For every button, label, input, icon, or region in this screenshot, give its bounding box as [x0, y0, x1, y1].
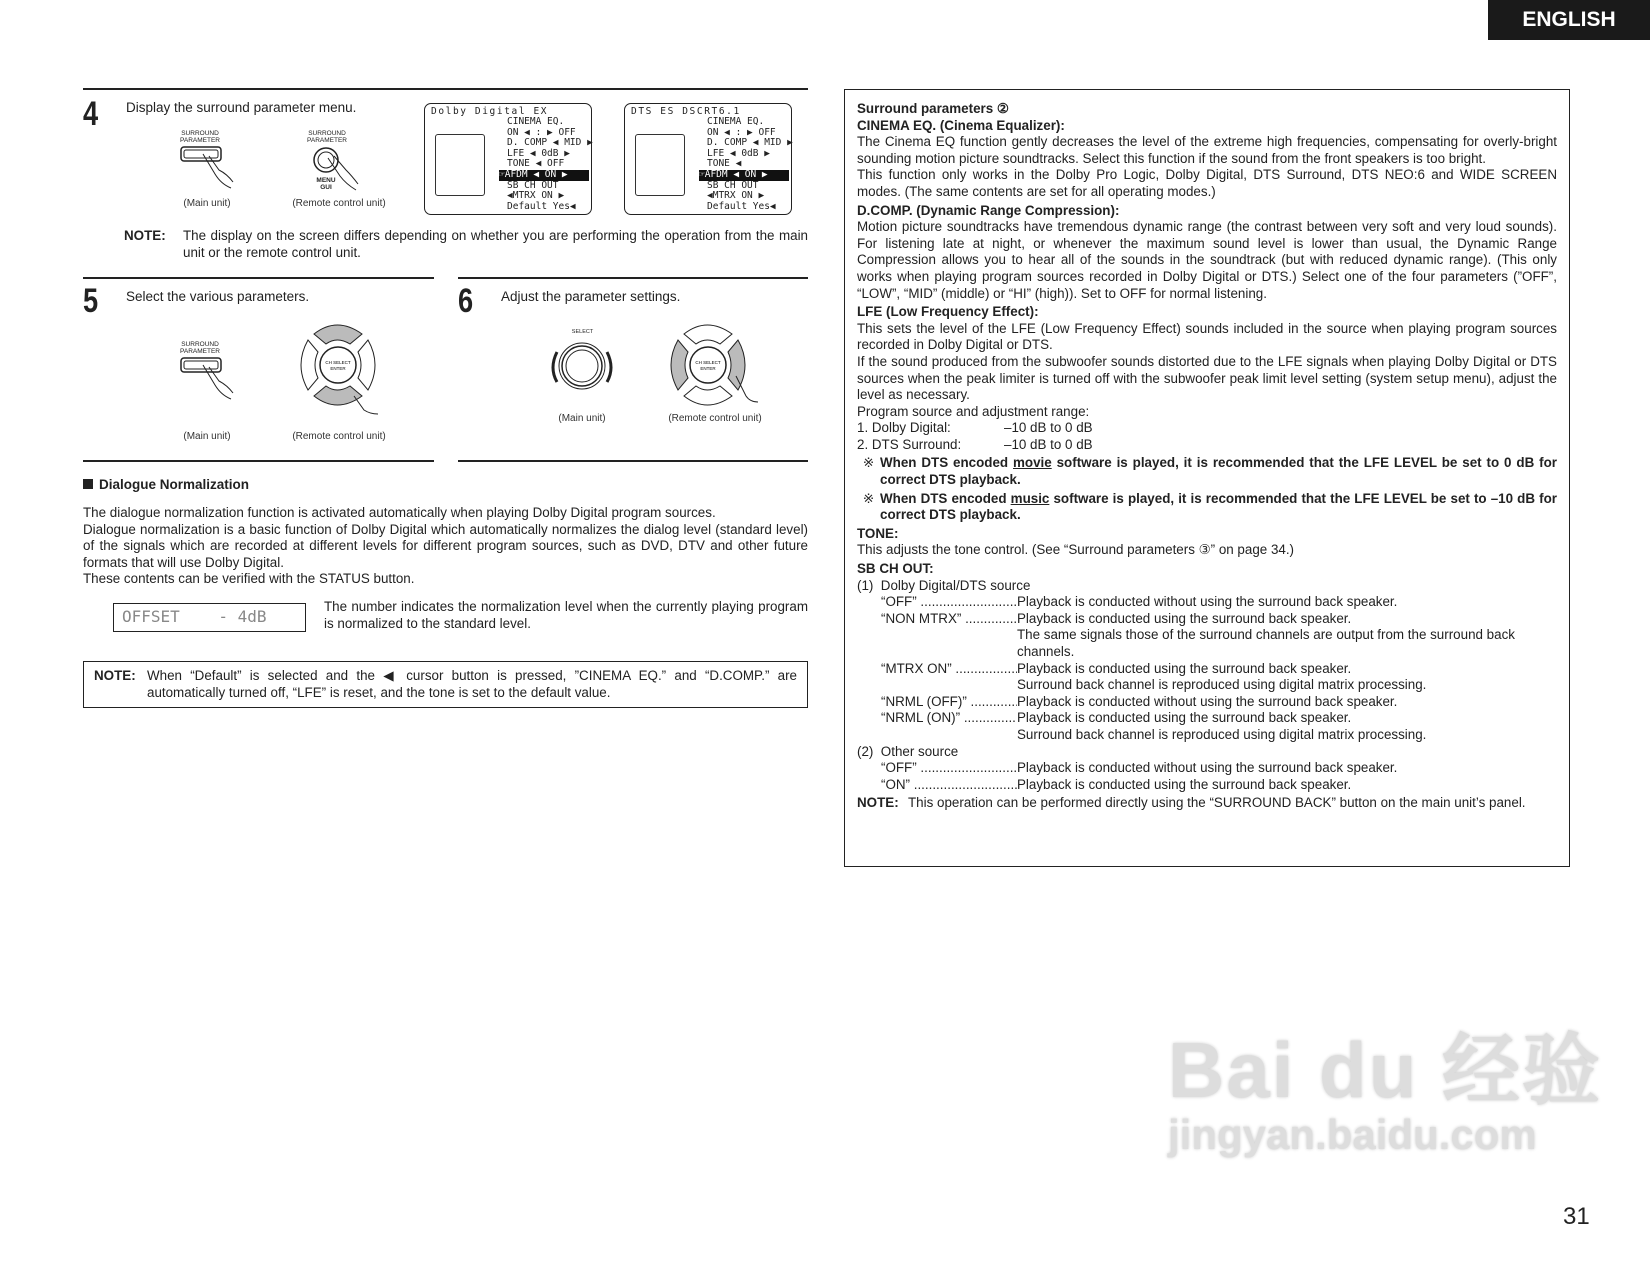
paragraph: This sets the level of the LFE (Low Frequency Effect) sounds included in the source when playing program sources recorded in Dolby Digital or DTS.: [857, 320, 1557, 353]
button-label: SURROUND PARAMETER: [180, 341, 220, 355]
baidu-watermark-logo: [1168, 1026, 1603, 1160]
onscreen-display-dolby: [424, 103, 592, 215]
offset-display: OFFSET - 4dB: [113, 603, 306, 632]
dialogue-body: [83, 505, 808, 588]
warning-underlined: movie: [1013, 455, 1052, 471]
caption: (Main unit): [183, 198, 231, 209]
default-note-box: [83, 661, 808, 708]
menu-row: CINEMA EQ.: [707, 116, 765, 127]
option-value: “NRML (ON)” .....: [881, 710, 1017, 727]
display-title: Dolby Digital EX: [431, 106, 549, 117]
sb-option-row: [857, 594, 1557, 611]
sb-option-row: [857, 611, 1557, 628]
page-number: 31: [1563, 1203, 1590, 1230]
paragraph: This function only works in the Dolby Pro Logic, Dolby Digital, DTS Surround, DTS NEO:6 and WIDE SCREEN modes. (The same contents are set for all operating modes.): [857, 167, 1557, 199]
section-heading: [83, 477, 249, 492]
paragraph: Dialogue normalization is a basic function of Dolby Digital which automatically normalizes the dialog level (standard level) of the signals which are recorded at different levels for different program sources, such as DVD, DTV and other future formats that will use Dolby Digital.: [83, 521, 808, 570]
knob-label: SELECT: [571, 329, 594, 335]
warning: [857, 455, 1557, 488]
svg-text:ENTER: ENTER: [330, 366, 346, 371]
range-label: 2. DTS Surround:: [857, 436, 962, 452]
hand-press-icon: [175, 144, 245, 194]
option-description: Playback is conducted using the surround back speaker.: [1017, 710, 1352, 726]
option-description: The same signals those of the surround channels are output from the surround back channels.: [1017, 627, 1515, 659]
warning-text: software is played, it is recommended that the LFE LEVEL be set to –10 dB for correct DTS playback.: [880, 490, 1558, 523]
main-unit-button-illustration: [175, 130, 245, 199]
menu-row: Default Yes◀: [707, 200, 776, 212]
menu-row: Default Yes◀: [507, 200, 576, 212]
paragraph: The Cinema EQ function gently decreases the level of the extreme high frequencies, compensating for overly-bright sounding motion picture soundtracks. Select this function if the sound from the front speakers is too bright.: [857, 134, 1557, 166]
option-description: Playback is conducted using the surround back speaker.: [1017, 610, 1352, 626]
menu-row: ◀MTRX ON ▶: [507, 190, 565, 202]
display-menu: [499, 116, 593, 212]
step-number: 4: [83, 95, 99, 133]
menu-row: SB CH OUT: [707, 179, 759, 191]
select-knob-rotate-icon: [545, 338, 620, 398]
step-instruction: Select the various parameters.: [126, 289, 310, 304]
menu-row-selected: ☞AFDM ◀ ON ▶: [699, 170, 789, 181]
divider: [83, 88, 808, 90]
option-value: “ON” .....: [881, 777, 1017, 794]
main-unit-button-illustration: [175, 341, 245, 410]
subheading: D.COMP. (Dynamic Range Compression):: [857, 202, 1120, 218]
hand-press-icon: [175, 355, 245, 405]
option-description: Playback is conducted without using the surround back speaker.: [1017, 693, 1398, 709]
warning-underlined: music: [1010, 490, 1050, 506]
speaker-layout-icon: [435, 134, 485, 196]
sb-option-row: [857, 694, 1557, 711]
speaker-layout-icon: [635, 134, 685, 196]
caption: (Main unit): [183, 431, 231, 442]
option-description: Surround back channel is reproduced using digital matrix processing.: [1017, 677, 1427, 693]
sb-option-row: [857, 677, 1557, 694]
subheading: TONE:: [857, 525, 899, 541]
menu-row: ◀MTRX ON ▶: [707, 190, 765, 202]
display-title: DTS ES DSCRT6.1: [631, 106, 741, 117]
sb-option-row: [857, 760, 1557, 777]
subheading: CINEMA EQ. (Cinema Equalizer):: [857, 117, 1065, 133]
menu-row: ON ◀ : ▶ OFF: [707, 126, 776, 138]
option-description: Surround back channel is reproduced using digital matrix processing.: [1017, 726, 1427, 742]
menu-row: SB CH OUT: [507, 179, 559, 191]
caption: (Remote control unit): [668, 413, 762, 424]
option-value: “OFF” .....: [881, 594, 1017, 611]
sb-option-row: [857, 727, 1557, 744]
range-value: –10 dB to 0 dB: [1004, 420, 1093, 436]
paragraph: The dialogue normalization function is activated automatically when playing Dolby Digital program sources.: [83, 505, 716, 520]
menu-row: CINEMA EQ.: [507, 116, 565, 127]
option-description: Playback is conducted without using the surround back speaker.: [1017, 594, 1398, 610]
button-label: SURROUND PARAMETER: [180, 130, 220, 144]
onscreen-display-dts: [624, 103, 792, 215]
option-value: “NON MTRX” .....: [881, 611, 1017, 628]
divider: [458, 460, 808, 462]
range-row: [857, 420, 1557, 437]
center-button-label: CH SELECT: [325, 360, 351, 365]
option-value: [881, 627, 1017, 660]
heading-text: Dialogue Normalization: [99, 477, 250, 492]
step-number: 6: [458, 282, 474, 320]
caption: (Remote control unit): [292, 431, 386, 442]
warning-text: software is played, it is recommended that the LFE LEVEL be set to 0 dB for correct DTS playback.: [880, 455, 1557, 488]
menu-gui-label: MENU GUI: [316, 177, 336, 191]
note-label: NOTE:: [94, 668, 136, 683]
reference-mark-icon: ※: [862, 455, 875, 471]
paragraph: If the sound produced from the subwoofer sounds distorted due to the LFE signals when playing Dolby Digital or DTS sources when the peak limiter is turned off with the subwoofer peak limit level setting (system setup menu), adjust the level as necessary.: [857, 353, 1557, 403]
note-text: The display on the screen differs depending on whether you are performing the operation from the main unit or the remote control unit.: [183, 228, 808, 260]
language-tab: ENGLISH: [1488, 0, 1650, 40]
sb-option-row: [857, 710, 1557, 727]
svg-text:CH SELECT: CH SELECT: [695, 360, 721, 365]
sb-option-row: [857, 627, 1557, 660]
panel-title: Surround parameters ②: [857, 101, 1009, 116]
divider: [83, 460, 434, 462]
caption: (Remote control unit): [292, 198, 386, 209]
square-bullet-icon: [83, 479, 93, 489]
step-instruction: Display the surround parameter menu.: [126, 100, 357, 115]
paragraph: These contents can be verified with the STATUS button.: [83, 571, 415, 587]
surround-parameters-panel: [844, 89, 1570, 867]
offset-description: The number indicates the normalization level when the currently playing program is normalized to the standard level.: [324, 599, 808, 631]
menu-row: TONE ◀ OFF: [507, 158, 565, 170]
caption: (Main unit): [558, 413, 606, 424]
subheading: LFE (Low Frequency Effect):: [857, 304, 1039, 320]
reference-mark-icon: ※: [862, 490, 875, 506]
divider: [458, 277, 808, 279]
menu-row: LFE ◀ 0dB ▶: [707, 147, 770, 159]
option-value: “OFF” .....: [881, 760, 1017, 777]
menu-row: ON ◀ : ▶ OFF: [507, 126, 576, 138]
menu-row: LFE ◀ 0dB ▶: [507, 147, 570, 159]
warning-text: When DTS encoded: [880, 455, 1013, 471]
option-description: Playback is conducted without using the surround back speaker.: [1017, 760, 1398, 776]
paragraph: Motion picture soundtracks have tremendous dynamic range (the contrast between very soft and very loud sounds). For listening late at night, or whenever the maximum sound level is lower than usual, the Dynamic Range Compression allows you to hear all of the sounds in the soundtrack (but with reduced dynamic range). (This only works when playing program sources recorded in Dolby Digital or DTS.) Select one of the four parameters (”OFF”, “LOW”, “MID” (middle) or “HI” (high)). Set to OFF for normal listening.: [857, 219, 1557, 301]
sb-option-row: [857, 777, 1557, 794]
option-value: [881, 727, 1017, 744]
svg-text:ENTER: ENTER: [700, 366, 716, 371]
group-label: (2) Other source: [857, 743, 959, 759]
display-menu: [699, 116, 793, 212]
panel-note: [857, 795, 1557, 812]
divider: [83, 277, 434, 279]
step-number: 5: [83, 282, 99, 320]
option-value: “MTRX ON” .....: [881, 661, 1017, 678]
option-description: Playback is conducted using the surround back speaker.: [1017, 776, 1352, 792]
range-value: –10 dB to 0 dB: [1004, 436, 1093, 452]
sb-option-row: [857, 661, 1557, 678]
menu-row: D. COMP ◀ MID ▶: [507, 137, 593, 149]
range-label: 1. Dolby Digital:: [857, 420, 951, 436]
sb-options-list: [857, 594, 1557, 743]
menu-row-selected: ☞AFDM ◀ ON ▶: [499, 170, 589, 181]
range-row: [857, 437, 1557, 454]
warning-text: When DTS encoded: [880, 490, 1011, 506]
warning: [857, 491, 1557, 524]
note-text: When “Default” is selected and the ◀ cursor button is pressed, ”CINEMA EQ.” and “D.COMP.” are automatically turned off, “LFE” is reset, and the tone is set to the default value.: [147, 668, 797, 700]
watermark-brand: Bai du 经验: [1168, 1026, 1603, 1114]
option-value: “NRML (OFF)” .....: [881, 694, 1017, 711]
note-text: This operation can be performed directly using the “SURROUND BACK” button on the main unit’s panel.: [908, 795, 1526, 811]
option-value: [881, 677, 1017, 694]
subheading: SB CH OUT:: [857, 561, 934, 577]
menu-row: D. COMP ◀ MID ▶: [707, 137, 793, 149]
menu-row: TONE ◀: [707, 158, 742, 170]
note-label: NOTE:: [857, 795, 899, 811]
step4-note: [124, 228, 808, 261]
button-label: SURROUND PARAMETER: [307, 130, 347, 144]
remote-cursor-pad-up-down-icon: [292, 316, 392, 416]
watermark-url: jingyan.baidu.com: [1168, 1111, 1537, 1158]
paragraph: Program source and adjustment range:: [857, 403, 1090, 419]
group-label: (1) Dolby Digital/DTS source: [857, 577, 1031, 593]
note-label: NOTE:: [124, 228, 166, 243]
remote-cursor-pad-left-right-icon: [662, 316, 762, 416]
paragraph: This adjusts the tone control. (See “Surround parameters ③” on page 34.): [857, 542, 1295, 558]
sb-options-list: [857, 760, 1557, 793]
option-description: Playback is conducted using the surround back speaker.: [1017, 660, 1352, 676]
remote-button-illustration: [300, 130, 370, 199]
step-instruction: Adjust the parameter settings.: [501, 289, 681, 304]
